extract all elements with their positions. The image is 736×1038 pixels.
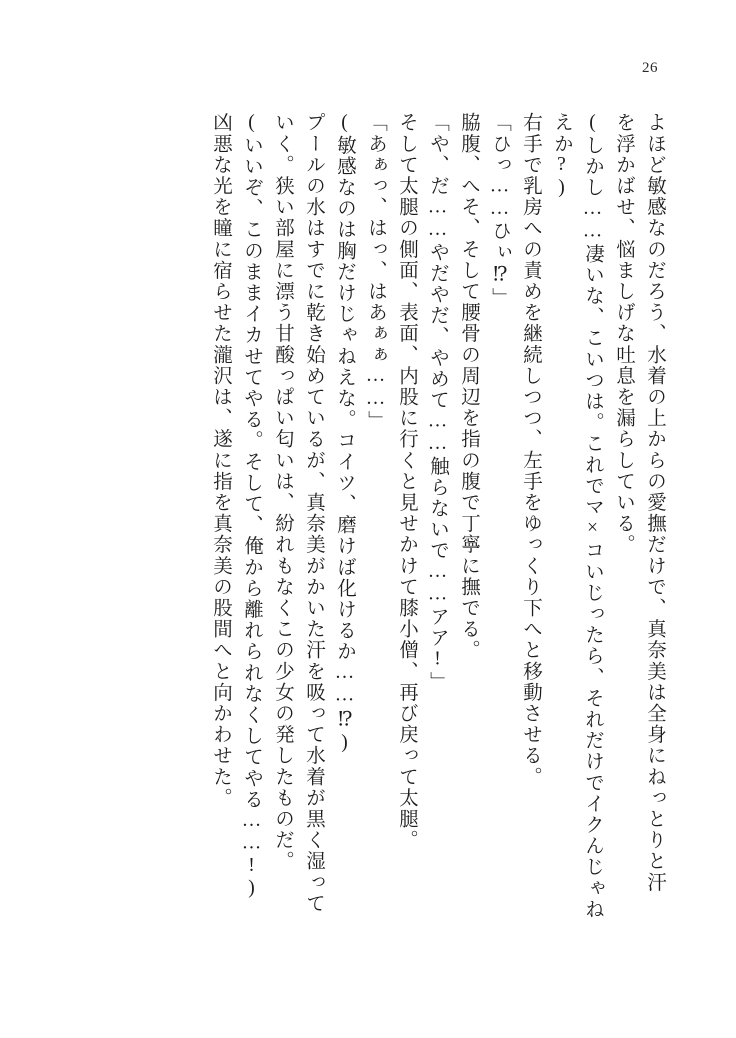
text-column: そして太腿の側面、表面、内股に行くと見せかけて膝小僧、再び戻って太腿。 (396, 112, 417, 851)
text-column: (しかし……凄いな、こいつは。これでマ×コいじったら、それだけでイクんじゃね (582, 112, 603, 920)
text-column: (いいぞ、このままイカせてやる。そして、俺から離れられなくしてやる……!) (241, 112, 262, 901)
text-column: 「あぁっ、はっ、はあぁぁ……」 (365, 112, 386, 432)
text-column: 脇腹、へそ、そして腰骨の周辺を指の腹で丁寧に撫でる。 (458, 112, 479, 661)
text-column: 凶悪な光を瞳に宿らせた瀧沢は、遂に指を真奈美の股間へと向かわせた。 (210, 112, 231, 809)
text-column: (敏感なのは胸だけじゃねえな。コイツ、磨けば化けるか……⁉) (334, 112, 355, 755)
text-column: プールの水はすでに乾き始めているが、真奈美がかいた汗を吸って水着が黒く湿って (303, 112, 324, 914)
text-column: 右手で乳房への責めを継続しつつ、左手をゆっくり下へと移動させる。 (520, 112, 541, 788)
text-column: 「ひっ……ひぃ⁉」 (489, 112, 510, 309)
text-column: えか?) (551, 112, 572, 200)
page-number: 26 (642, 60, 658, 76)
vertical-text-body (199, 112, 665, 920)
text-column: よほど敏感なのだろう、水着の上からの愛撫だけで、真奈美は全身にねっとりと汗 (644, 112, 665, 893)
text-column: いく。狭い部屋に漂う甘酸っぱい匂いは、紛れもなくこの少女の発したものだ。 (272, 112, 293, 872)
text-column: を浮かばせ、悩ましげな吐息を漏らしている。 (613, 112, 634, 556)
text-column: 「や、だ……やだやだ、やめて……触らないで……アア!」 (427, 112, 448, 693)
